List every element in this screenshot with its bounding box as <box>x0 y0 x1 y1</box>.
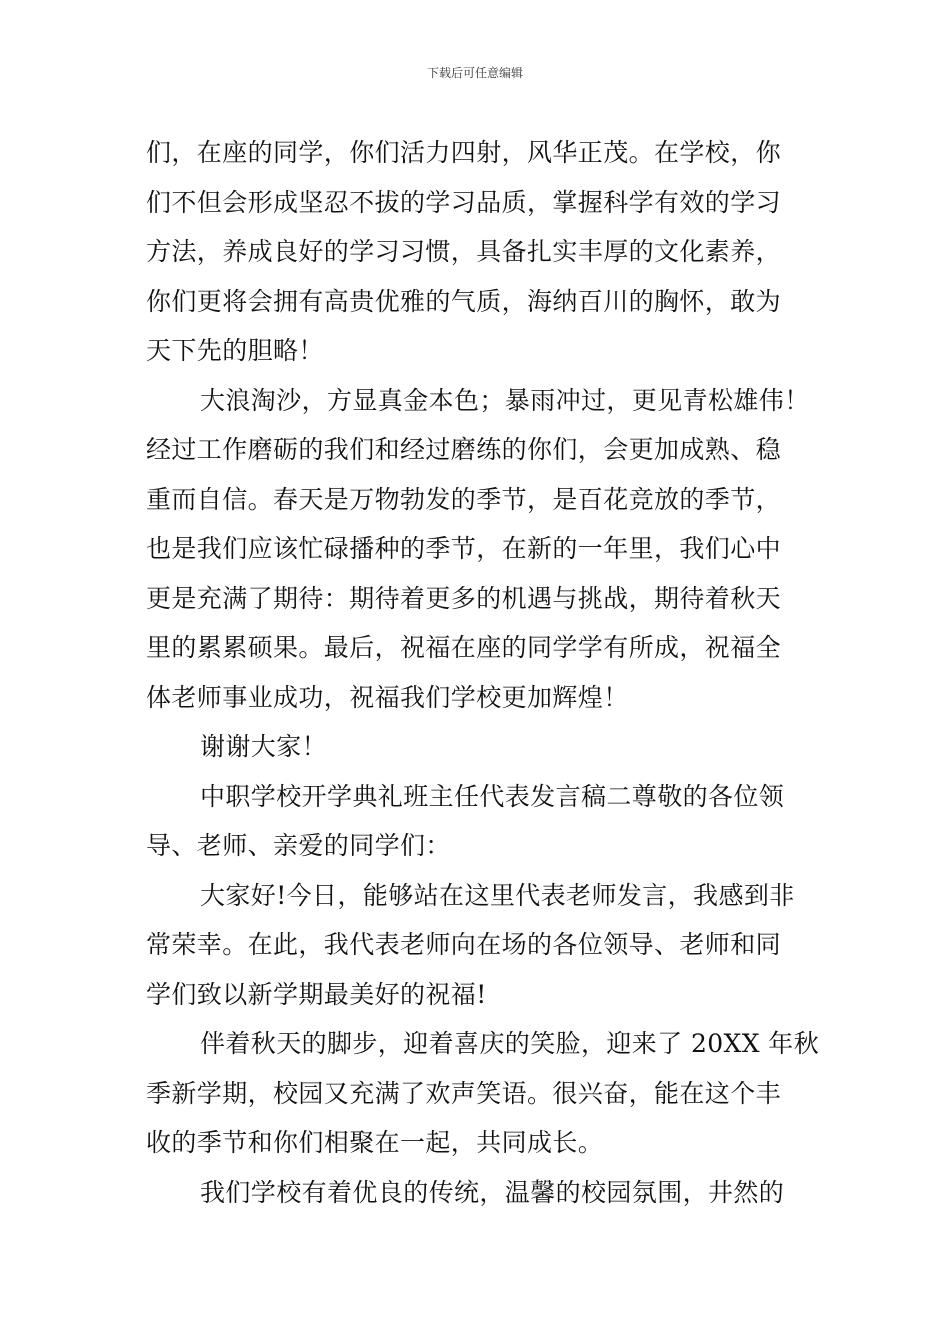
body-line: 里的累累硕果。最后，祝福在座的同学学有所成，祝福全 <box>146 633 782 662</box>
body-line: 体老师事业成功，祝福我们学校更加辉煌！ <box>146 682 629 712</box>
paragraph-start-line: 中职学校开学典礼班主任代表发言稿二尊敬的各位领 <box>200 781 785 811</box>
document-body <box>146 128 820 1217</box>
body-line: 季新学期，校园又充满了欢声笑语。很兴奋，能在这个丰 <box>146 1078 782 1108</box>
paragraph-start-line: 大浪淘沙，方显真金本色；暴雨冲过，更见青松雄伟！ <box>200 385 810 415</box>
body-line: 学们致以新学期最美好的祝福! <box>146 979 487 1009</box>
body-line: 们，在座的同学，你们活力四射，风华正茂。在学校，你 <box>146 138 782 167</box>
body-line: 天下先的胆略！ <box>146 336 324 365</box>
body-line: 收的季节和你们相聚在一起，共同成长。 <box>146 1128 604 1157</box>
body-line: 方法，养成良好的学习习惯，具备扎实丰厚的文化素养， <box>146 237 782 266</box>
body-line: 你们更将会拥有高贵优雅的气质，海纳百川的胸怀，敢为 <box>146 286 782 316</box>
paragraph-start-line: 伴着秋天的脚步，迎着喜庆的笑脸，迎来了 20XX 年秋 <box>200 1029 820 1058</box>
paragraph-start-line: 我们学校有着优良的传统，温馨的校园氛围，井然的 <box>200 1177 785 1207</box>
body-line: 更是充满了期待：期待着更多的机遇与挑战，期待着秋天 <box>146 583 782 613</box>
body-line: 导、老师、亲爱的同学们： <box>146 831 451 860</box>
body-line: 重而自信。春天是万物勃发的季节，是百花竞放的季节， <box>146 484 782 514</box>
page-header-note: 下载后可任意编辑 <box>426 66 523 80</box>
body-line: 经过工作磨砺的我们和经过磨练的你们，会更加成熟、稳 <box>146 435 782 464</box>
body-line: 常荣幸。在此，我代表老师向在场的各位领导、老师和同 <box>146 930 782 959</box>
body-line: 们不但会形成坚忍不拔的学习品质，掌握科学有效的学习 <box>146 187 782 217</box>
body-line: 也是我们应该忙碌播种的季节，在新的一年里，我们心中 <box>146 534 782 563</box>
paragraph-start-line: 谢谢大家！ <box>200 732 328 761</box>
paragraph-start-line: 大家好!今日，能够站在这里代表老师发言，我感到非 <box>200 880 795 910</box>
